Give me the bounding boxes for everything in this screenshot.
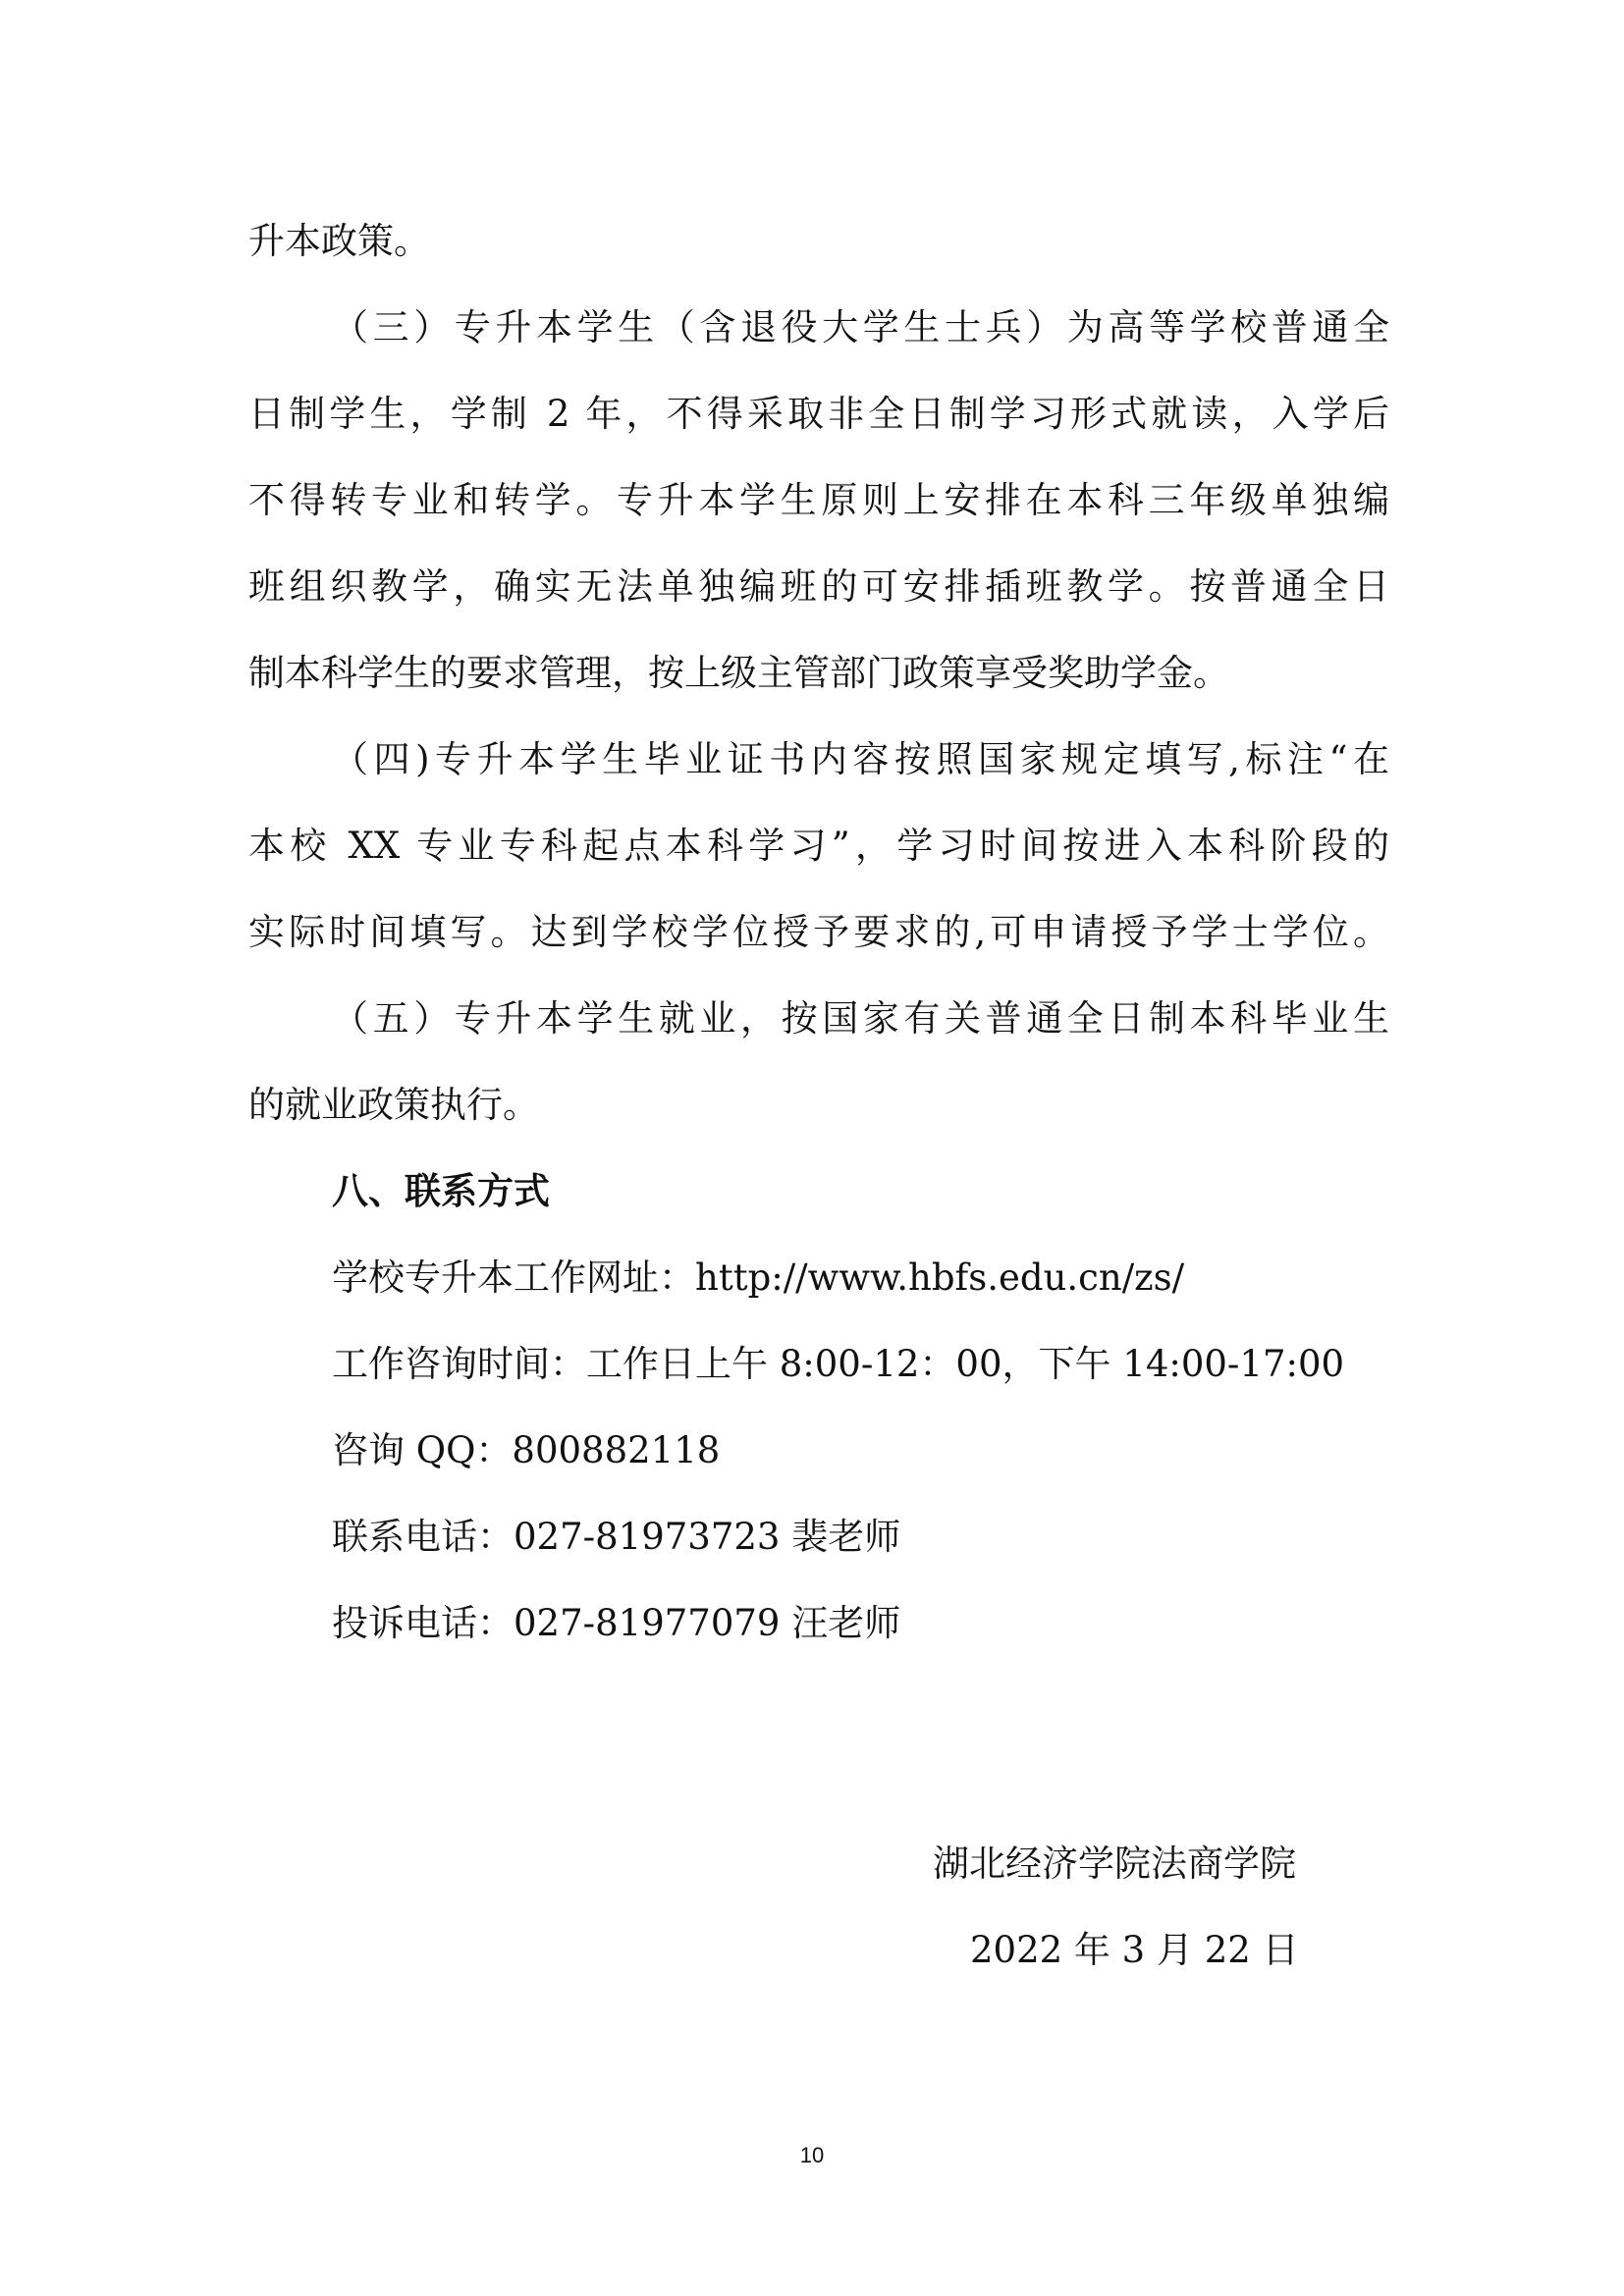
body-line-6: 制本科学生的要求管理，按上级主管部门政策享受奖助学金。 [248,652,1229,694]
body-line-5: 班组织教学，确实无法单独编班的可安排插班教学。按普通全日 [248,565,1389,608]
body-line-10: （五）专升本学生就业，按国家有关普通全日制本科毕业生 [332,997,1389,1040]
body-line-2: （三）专升本学生（含退役大学生士兵）为高等学校普通全 [332,306,1389,348]
body-line-3: 日制学生，学制 2 年，不得采取非全日制学习形式就读，入学后 [248,393,1389,435]
signature-date: 2022 年 3 月 22 日 [970,1929,1299,1971]
body-line-9: 实际时间填写。达到学校学位授予要求的,可申请授予学士学位。 [248,911,1389,953]
signature-org: 湖北经济学院法商学院 [933,1842,1296,1885]
body-line-7: （四)专升本学生毕业证书内容按照国家规定填写,标注“在 [332,738,1389,780]
contact-phone: 联系电话：027-81973723 裴老师 [332,1516,901,1558]
contact-hours: 工作咨询时间：工作日上午 8:00-12：00，下午 14:00-17:00 [332,1343,1345,1385]
body-line-4: 不得转专业和转学。专升本学生原则上安排在本科三年级单独编 [248,479,1389,521]
body-line-1: 升本政策。 [248,220,430,262]
contact-qq: 咨询 QQ：800882118 [332,1429,721,1471]
contact-website: 学校专升本工作网址：http://www.hbfs.edu.cn/zs/ [332,1256,1185,1299]
page-number: 10 [799,2143,825,2167]
section-heading-contact: 八、联系方式 [332,1170,550,1212]
contact-complaint: 投诉电话：027-81977079 汪老师 [332,1602,901,1644]
body-line-8: 本校 XX 专业专科起点本科学习”，学习时间按进入本科阶段的 [248,825,1389,867]
body-line-11: 的就业政策执行。 [248,1084,539,1126]
